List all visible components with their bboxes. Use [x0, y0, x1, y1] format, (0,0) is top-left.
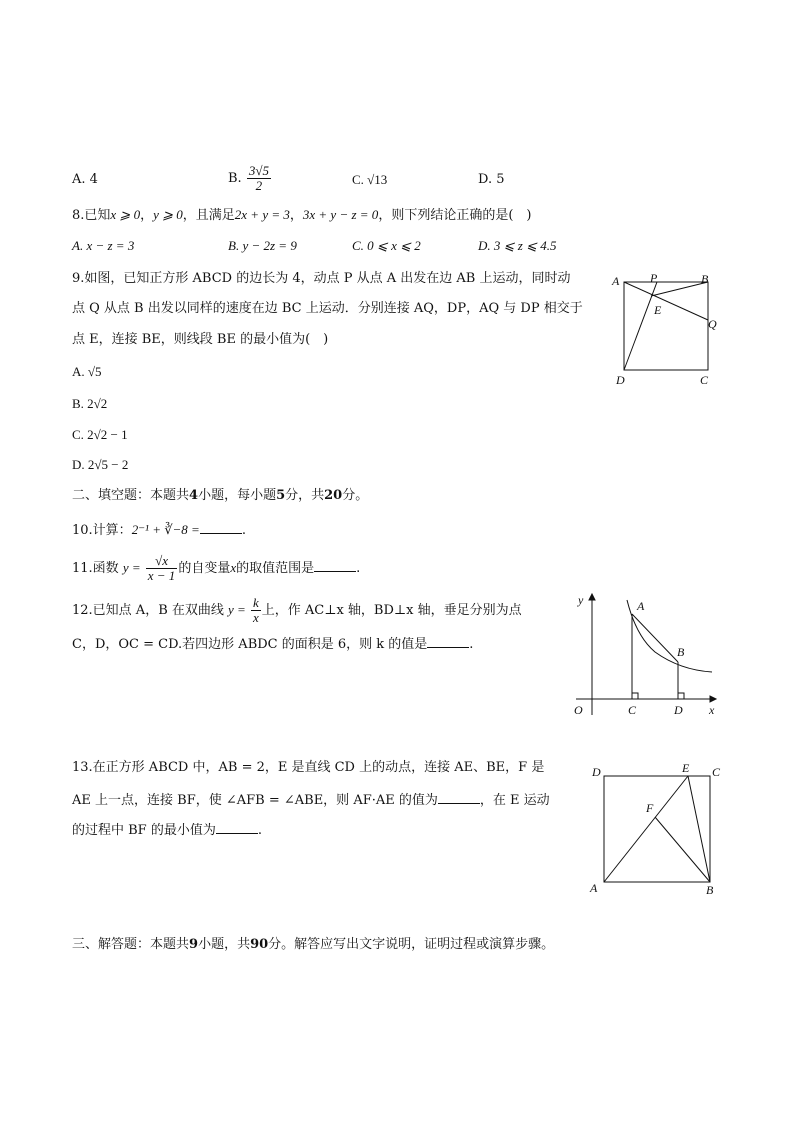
q12-line-2 — [72, 635, 473, 653]
q12-label-c: C — [628, 703, 637, 717]
q12-y-eq: y = — [228, 602, 246, 617]
q12-end: . — [469, 637, 474, 652]
q9-label-e: E — [654, 303, 662, 317]
q8-sep-1: ， — [140, 208, 154, 223]
q12-line-2-text: C，D，OC = CD.若四边形 ABDC 的面积是 6，则 k 的值是 — [72, 637, 428, 652]
q10-expression: 2⁻¹ + ∛−8 = — [131, 522, 200, 537]
section-2-prefix: 二、填空题：本题共 — [72, 488, 190, 503]
q12-label-d: D — [674, 703, 683, 717]
q9-option-c: C. 2√2 − 1 — [72, 427, 128, 442]
q8-stem-2: ，且满足 — [182, 208, 235, 223]
q7-option-d: D. 5 — [478, 172, 505, 187]
q9-option-a: A. √5 — [72, 364, 102, 379]
q8-option-b: B. y − 2z = 9 — [228, 238, 297, 253]
q8-sep-2: ， — [289, 208, 303, 223]
q13-label-c: C — [712, 765, 721, 779]
q12-fraction — [251, 596, 261, 625]
q13-square — [604, 776, 710, 882]
q12-denominator: x — [252, 610, 259, 625]
q10-stem — [72, 521, 246, 539]
section-3-count: 9 — [189, 937, 199, 952]
q11-stem-3: 的取值范围是 — [236, 561, 315, 576]
q8-option-d: D. 3 ⩽ z ⩽ 4.5 — [478, 238, 557, 253]
section-2-total: 20 — [324, 488, 343, 503]
q9-label-q: Q — [708, 317, 717, 331]
q12-line-ab — [632, 614, 678, 662]
q9-label-d: D — [616, 373, 625, 387]
section-3-prefix: 三、解答题：本题共 — [72, 937, 190, 952]
q13-line-1: 13.在正方形 ABCD 中，AB = 2，E 是直线 CD 上的动点，连接 AE、BE，F 是 — [72, 760, 545, 775]
q12-answer-blank — [427, 635, 469, 648]
q9-label-p: P — [650, 271, 658, 285]
q9-line-3: 点 E，连接 BE，则线段 BE 的最小值为( ) — [72, 332, 329, 347]
q13-line-3-text: 的过程中 BF 的最小值为 — [72, 823, 216, 838]
q7-option-b — [228, 164, 272, 193]
q9-square-figure — [608, 270, 728, 390]
q8-stem — [72, 207, 531, 224]
q13-label-a: A — [590, 881, 598, 895]
q12-x-arrow — [710, 696, 716, 702]
section-2-mid: 小题，每小题 — [198, 488, 277, 503]
q11-y-eq: y = — [122, 560, 141, 575]
q8-stem-1: 8.已知 — [72, 208, 111, 223]
q13-line-2 — [72, 791, 550, 809]
q9-label-c: C — [700, 373, 709, 387]
q13-line-2a: AE 上一点，连接 BF，使 ∠AFB = ∠ABE，则 AF·AE 的值为 — [72, 793, 438, 808]
section-3-mid: 小题，共 — [198, 937, 251, 952]
section-2-count: 4 — [189, 488, 199, 503]
q12-right-angle-d — [678, 693, 684, 699]
q13-answer-blank-1 — [438, 791, 480, 804]
section-3-heading — [72, 937, 554, 953]
q9-square — [624, 282, 708, 370]
q9-option-b: B. 2√2 — [72, 396, 108, 411]
q10-end: . — [241, 523, 246, 538]
q13-end: . — [257, 823, 262, 838]
q13-line-be — [688, 776, 710, 882]
q13-square-figure — [588, 760, 728, 898]
q7-option-b-prefix: B. — [228, 171, 242, 186]
q12-label-b: B — [677, 645, 685, 659]
q12-line-1 — [72, 594, 522, 627]
section-3-total: 90 — [250, 937, 269, 952]
q8-cond-1: x ⩾ 0 — [110, 207, 141, 222]
q8-cond-2: y ⩾ 0 — [153, 207, 183, 222]
q9-label-b: B — [701, 272, 709, 286]
q13-label-b: B — [706, 883, 714, 897]
q9-option-d: D. 2√5 − 2 — [72, 457, 129, 472]
q9-label-a: A — [612, 274, 620, 288]
q13-label-f: F — [646, 801, 654, 815]
q12-label-x: x — [709, 703, 715, 717]
q9-line-1: 9.如图，已知正方形 ABCD 的边长为 4，动点 P 从点 A 出发在边 AB 上运动，同时动 — [72, 271, 571, 286]
q12-stem-1: 12.已知点 A，B 在双曲线 — [72, 603, 224, 618]
q12-y-arrow — [589, 594, 595, 600]
q9-line-2: 点 Q 从点 B 出发以同样的速度在边 BC 上运动．分别连接 AQ，DP，AQ 与 DP 相交于 — [72, 301, 583, 316]
q12-label-o: O — [574, 703, 583, 717]
q7-option-b-numerator: 3√5 — [248, 163, 269, 178]
q9-line-aq — [624, 282, 708, 320]
q11-stem — [72, 552, 360, 585]
q10-label: 10.计算： — [72, 523, 132, 538]
q12-right-angle-c — [632, 693, 638, 699]
q12-label-y: y — [578, 593, 584, 607]
q11-end: . — [356, 561, 361, 576]
q11-stem-2: 的自变量 — [178, 561, 231, 576]
q8-eq-1: 2x + y = 3 — [234, 207, 290, 222]
section-3-suffix: 分。解答应写出文字说明，证明过程或演算步骤。 — [268, 937, 555, 952]
q13-label-e: E — [682, 761, 690, 775]
q11-denominator: x − 1 — [147, 568, 176, 583]
section-2-suffix: 分。 — [342, 488, 369, 503]
q13-label-d: D — [592, 765, 601, 779]
q10-answer-blank — [200, 521, 242, 534]
q7-option-b-denominator: 2 — [255, 178, 263, 193]
q8-option-c: C. 0 ⩽ x ⩽ 2 — [352, 238, 421, 253]
q9-line-be — [651, 282, 708, 296]
q12-stem-2: 上，作 AC⊥x 轴，BD⊥x 轴，垂足分别为点 — [261, 603, 522, 618]
q13-line-2b: ，在 E 运动 — [479, 793, 550, 808]
q11-numerator: √x — [146, 554, 178, 569]
q7-option-b-fraction — [247, 164, 271, 193]
q11-stem-1: 11.函数 — [72, 561, 119, 576]
section-2-points: 5 — [276, 488, 286, 503]
q13-answer-blank-2 — [216, 821, 258, 834]
q11-var: x — [230, 560, 237, 575]
q11-fraction — [146, 554, 178, 583]
section-2-heading — [72, 488, 368, 504]
q12-hyperbola-figure — [570, 590, 722, 720]
q11-answer-blank — [314, 559, 356, 572]
q13-line-3 — [72, 821, 262, 839]
q7-option-a: A. 4 — [72, 172, 98, 187]
section-2-mid2: 分，共 — [285, 488, 325, 503]
q13-line-bf — [655, 817, 710, 882]
q8-option-a: A. x − z = 3 — [72, 238, 135, 253]
q12-label-a: A — [637, 599, 645, 613]
q7-option-c: C. √13 — [352, 172, 388, 187]
q8-eq-2: 3x + y − z = 0 — [302, 207, 379, 222]
q13-line-ae — [604, 776, 688, 882]
q8-stem-3: ，则下列结论正确的是( ) — [378, 208, 532, 223]
q12-numerator: k — [252, 595, 259, 610]
